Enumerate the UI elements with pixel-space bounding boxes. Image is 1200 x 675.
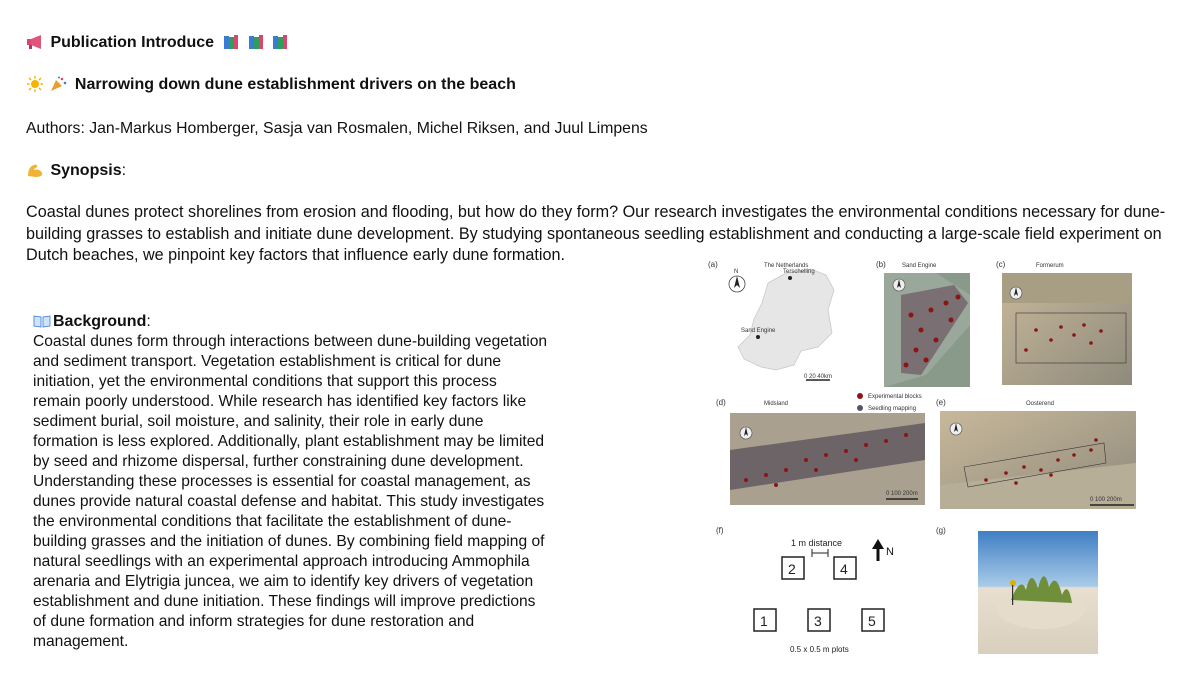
- experimental-blocks-swatch: [857, 393, 863, 399]
- background-line: remain poorly understood. While research has identified key factors like: [33, 393, 527, 410]
- panel-g-dune-photo: [936, 526, 1098, 654]
- megaphone-icon: [26, 34, 44, 50]
- background-line: management.: [33, 633, 129, 650]
- background-line: arenaria and Elytrigia juncea, we aim to identify key drivers of vegetation: [33, 573, 534, 590]
- panel-f-plot-layout: [716, 526, 894, 654]
- background-line: initiation, yet the environmental conditions that support this process: [33, 373, 497, 390]
- panel-d-midsland: [716, 398, 925, 505]
- sun-icon: [26, 76, 44, 92]
- netherlands-title: The Netherlands: [764, 263, 809, 269]
- background-section: [33, 312, 608, 652]
- background-line: of dune formation and inform strategies for dune restoration and: [33, 613, 475, 630]
- books-icon: [247, 34, 265, 50]
- panel-b-sand-engine: [876, 260, 970, 387]
- panel-label: (b): [876, 260, 886, 269]
- panel-e-oosterend: [936, 398, 1136, 509]
- netherlands-shape: [738, 269, 834, 370]
- terschelling-label: Terschelling: [783, 269, 815, 275]
- north-arrow-icon: [729, 269, 745, 292]
- synopsis-colon: :: [121, 162, 127, 179]
- background-line: Coastal dunes form through interactions between dune-building vegetation: [33, 333, 548, 350]
- background-line: and sediment transport. Vegetation establishment is critical for dune: [33, 353, 502, 370]
- background-line: establishment and dune initiation. These findings will improve predictions: [33, 593, 536, 610]
- synopsis-heading-line: [26, 162, 126, 180]
- panel-label: (c): [996, 260, 1006, 269]
- panel-label: (e): [936, 398, 946, 407]
- formerum-title: Formerum: [1036, 263, 1064, 269]
- background-text: [33, 332, 608, 652]
- oosterend-title: Oosterend: [1026, 401, 1055, 407]
- background-line: formation is less explored. Additionally, plant establishment may be limited: [33, 433, 545, 450]
- panel-label: (g): [936, 526, 946, 535]
- sand-engine-map-label: Sand Engine: [741, 328, 776, 334]
- plot-number: 2: [788, 561, 796, 577]
- map-legend: [857, 393, 922, 412]
- plot-number: 3: [814, 613, 822, 629]
- publication-title-line: [26, 34, 291, 52]
- plot-number: 5: [868, 613, 876, 629]
- books-icon: [222, 34, 240, 50]
- background-line: building grasses and the initiation of dunes. By combining field mapping of: [33, 533, 545, 550]
- legend-seedling: Seedling mapping: [868, 406, 917, 412]
- panel-label: (f): [716, 526, 724, 535]
- books-icon: [271, 34, 289, 50]
- seedling-mapping-swatch: [857, 405, 863, 411]
- background-line: natural seedlings with an experimental approach introducing Ammophila: [33, 553, 530, 570]
- flexed-biceps-icon: [26, 162, 44, 178]
- plot-number: 1: [760, 613, 768, 629]
- background-line: the environmental conditions that facilitate the establishment of dune-: [33, 513, 512, 530]
- north-label: N: [886, 546, 894, 558]
- authors: Authors: Jan-Markus Homberger, Sasja van Rosmalen, Michel Riksen, and Juul Limpens: [26, 120, 648, 137]
- background-line: Understanding these processes is essential for coastal management, as: [33, 473, 531, 490]
- panel-a-netherlands-map: [708, 260, 834, 380]
- legend-experimental: Experimental blocks: [868, 394, 922, 400]
- subtitle-line: [26, 76, 516, 94]
- sand-engine-marker: [756, 335, 760, 339]
- open-book-icon: [33, 313, 51, 329]
- panel-c-formerum: [996, 260, 1132, 385]
- synopsis-heading: Synopsis: [50, 162, 122, 179]
- background-heading: Background: [53, 313, 147, 330]
- midsland-title: Midsland: [764, 401, 789, 407]
- scale-a: 0 20 40km: [804, 374, 833, 380]
- background-line: sediment burial, soil moisture, and salinity, their role in early dune: [33, 413, 484, 430]
- distance-label: 1 m distance: [791, 538, 843, 548]
- panel-label: (a): [708, 260, 718, 269]
- publication-title: Publication Introduce: [50, 34, 215, 51]
- background-line: dunes provide natural coastal defense and habitat. This study investigates: [33, 493, 545, 510]
- north-arrow-icon: [872, 539, 884, 561]
- north-label: N: [734, 269, 739, 275]
- scale-d: 0 100 200m: [886, 491, 918, 497]
- plot-number: 4: [840, 561, 848, 577]
- terschelling-marker: [788, 276, 792, 280]
- background-heading-line: [33, 312, 608, 332]
- synopsis-text: Coastal dunes protect shorelines from erosion and flooding, but how do they form? Our research investigates the environmental conditions necessary for dune-building grasses to establish and initiate dune development. By studying spontaneous seedling establishment and conducting a large-scale field experiment on Dutch beaches, we pinpoint key factors that influence early dune formation.: [26, 203, 1166, 264]
- panel-label: (d): [716, 398, 726, 407]
- sand-engine-title: Sand Engine: [902, 263, 937, 269]
- background-colon: :: [146, 313, 151, 330]
- subtitle: Narrowing down dune establishment drivers on the beach: [74, 76, 516, 93]
- background-line: by seed and rhizome dispersal, further constraining dune development.: [33, 453, 524, 470]
- party-popper-icon: [50, 76, 68, 92]
- study-sites-figure: [706, 255, 1192, 665]
- plot-caption: 0.5 x 0.5 m plots: [790, 645, 849, 654]
- scale-e: 0 100 200m: [1090, 497, 1122, 503]
